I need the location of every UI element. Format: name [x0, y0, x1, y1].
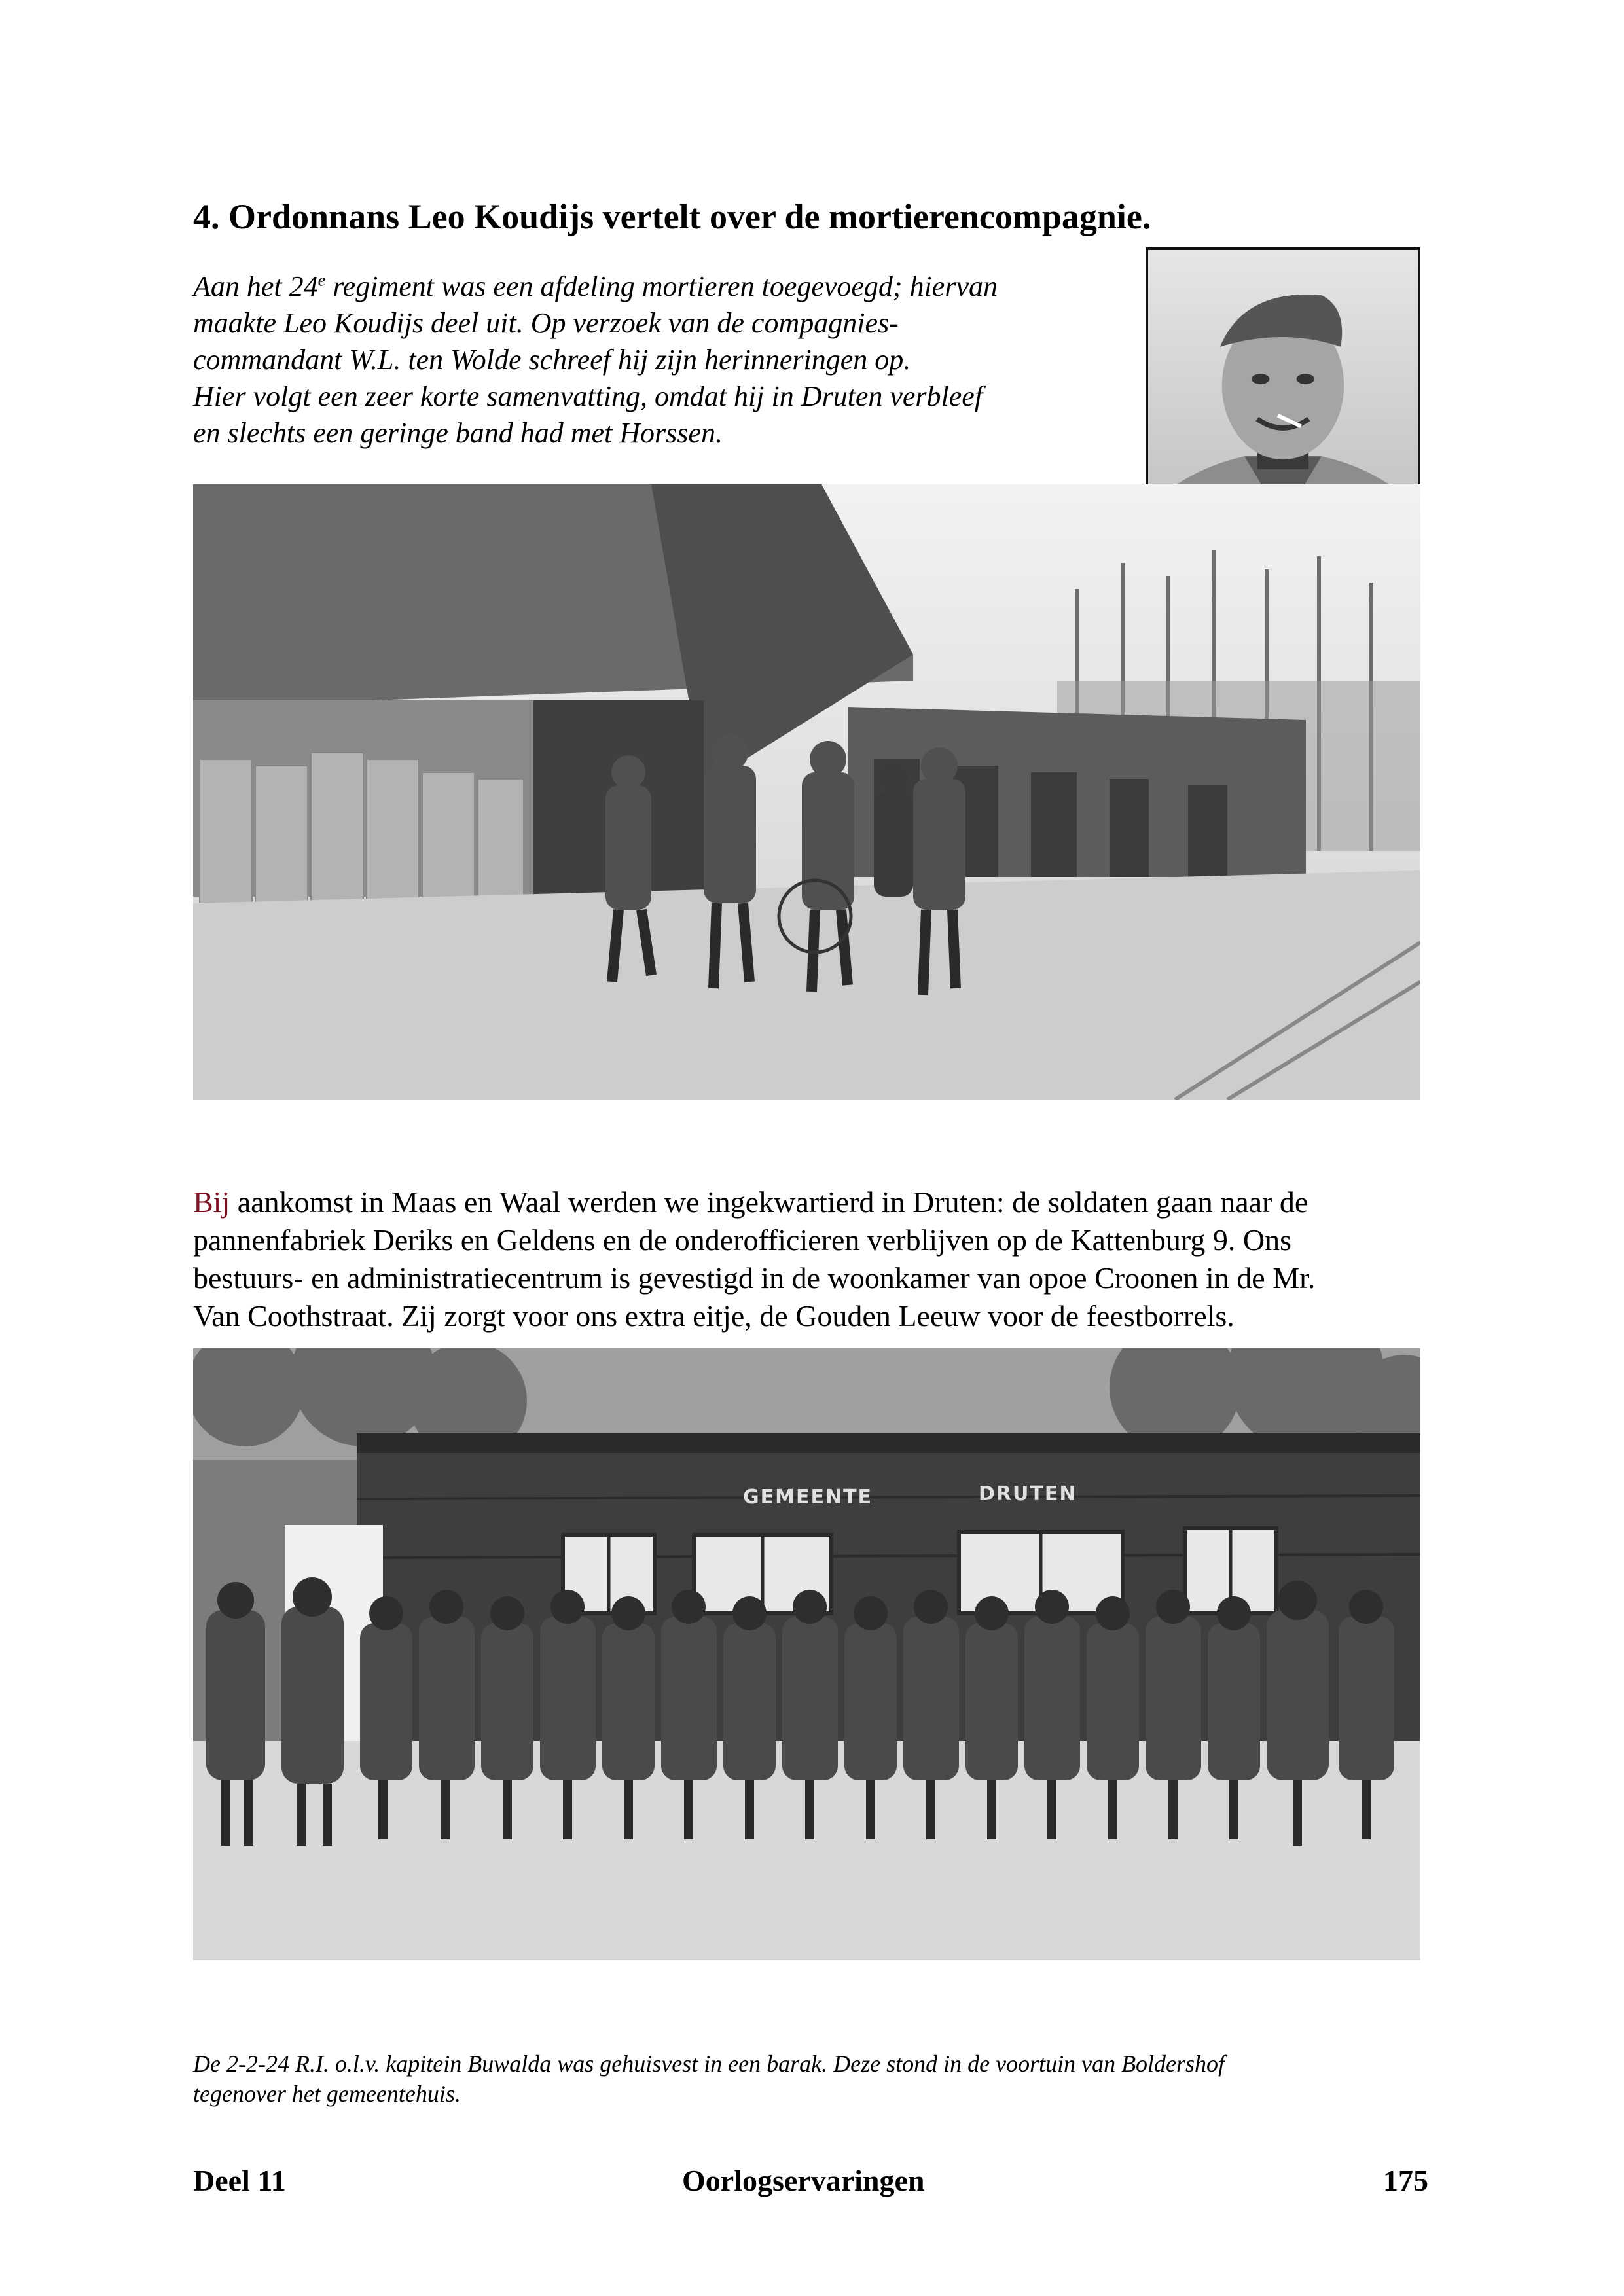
photo-soldiers-walking [193, 484, 1420, 1100]
body-line: bestuurs- en administratiecentrum is gevestigd in de woonkamer van opoe Croonen in de Mr. [193, 1261, 1316, 1295]
barrack-sign-left: GEMEENTE [743, 1486, 873, 1509]
body-line: Van Coothstraat. Zij zorgt voor ons extra eitje, de Gouden Leeuw voor de feestborrels. [193, 1299, 1235, 1333]
intro-line: maakte Leo Koudijs deel uit. Op verzoek van de compagnies- [193, 307, 899, 339]
intro-text [193, 268, 1136, 452]
intro-line: Aan het 24e regiment was een afdeling mortieren toegevoegd; hiervan [193, 270, 998, 302]
page-footer [193, 2163, 1437, 2209]
body-line: pannenfabriek Deriks en Geldens en de onderofficieren verblijven op de Kattenburg 9. Ons [193, 1223, 1292, 1257]
photo-group-barrack [193, 1348, 1420, 1960]
body-first-word: Bij [193, 1185, 230, 1219]
footer-title: Oorlogservaringen [682, 2164, 925, 2197]
page-title: 4. Ordonnans Leo Koudijs vertelt over de mortierencompagnie. [193, 197, 1151, 236]
caption-line: tegenover het gemeentehuis. [193, 2081, 461, 2107]
intro-line: Hier volgt een zeer korte samenvatting, omdat hij in Druten verbleef [193, 380, 983, 412]
caption-line: De 2-2-24 R.I. o.l.v. kapitein Buwalda was gehuisvest in een barak. Deze stond in de voortuin van Boldershof [193, 2051, 1225, 2077]
footer-part: Deel 11 [193, 2164, 286, 2197]
barrack-sign-right: DRUTEN [979, 1482, 1077, 1505]
intro-line: commandant W.L. ten Wolde schreef hij zijn herinneringen op. [193, 344, 911, 376]
intro-line: en slechts een geringe band had met Horssen. [193, 417, 723, 449]
page-number: 175 [1383, 2164, 1428, 2197]
body-line: Bij aankomst in Maas en Waal werden we ingekwartierd in Druten: de soldaten gaan naar de [193, 1185, 1308, 1219]
body-text [193, 1183, 1417, 1335]
photo-caption [193, 2049, 1437, 2109]
